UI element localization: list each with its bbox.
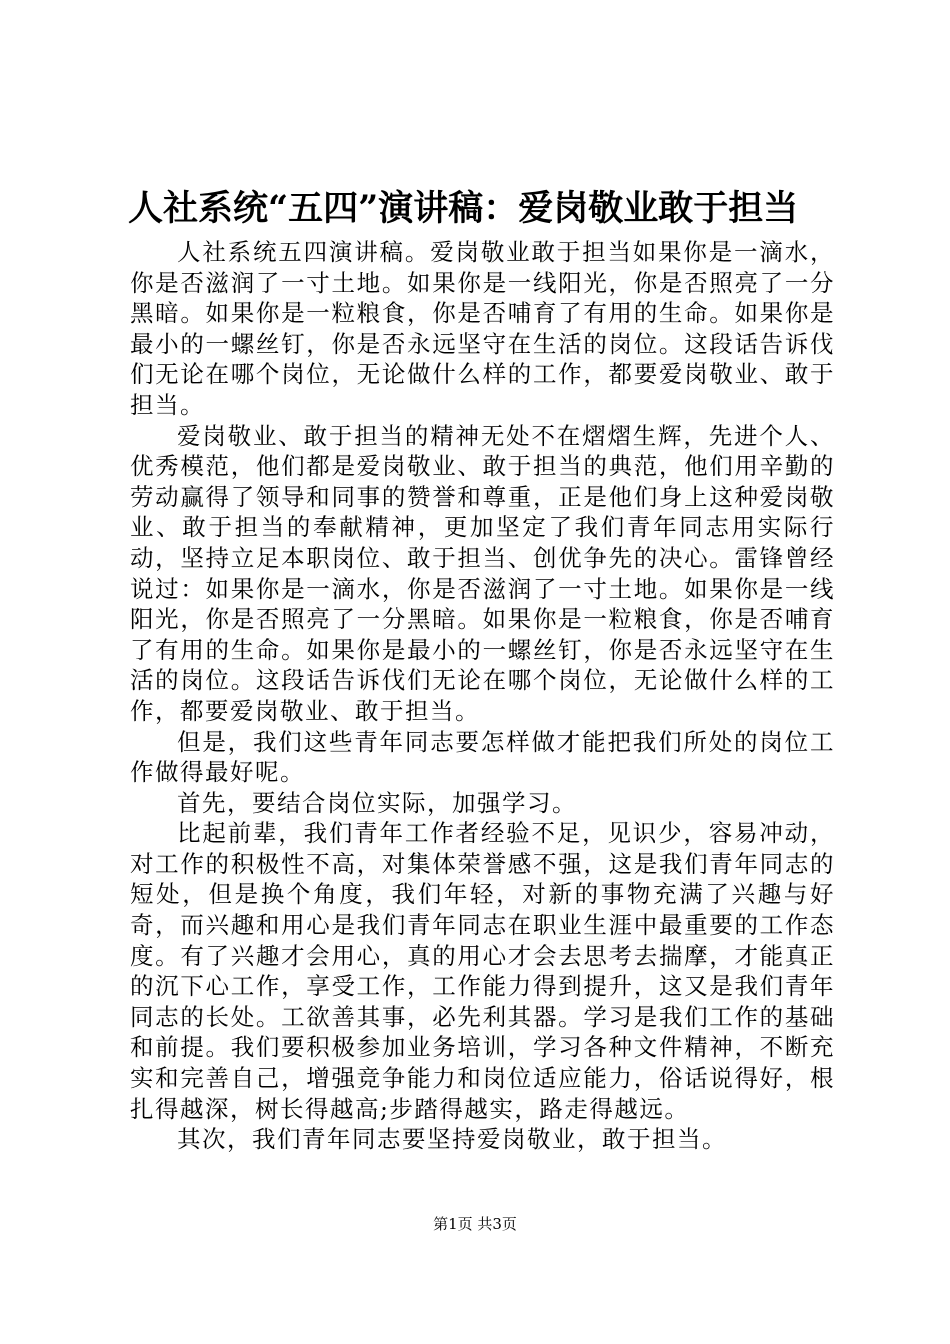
document-body <box>130 237 835 1155</box>
page-number-footer: 第1页 共3页 <box>433 1215 517 1233</box>
paragraph-3: 但是，我们这些青年同志要怎样做才能把我们所处的岗位工作做得最好呢。 <box>130 727 835 787</box>
paragraph-5: 比起前辈，我们青年工作者经验不足，见识少，容易冲动，对工作的积极性不高，对集体荣誉感不强，这是我们青年同志的短处，但是换个角度，我们年轻，对新的事物充满了兴趣与好奇，而兴趣和用心是我们青年同志在职业生涯中最重要的工作态度。有了兴趣才会用心，真的用心才会去思考去揣摩，才能真正的沉下心工作，享受工作，工作能力得到提升，这又是我们青年同志的长处。工欲善其事，必先利其器。学习是我们工作的基础和前提。我们要积极参加业务培训，学习各种文件精神，不断充实和完善自己，增强竞争能力和岗位适应能力，俗话说得好，根扎得越深，树长得越高;步踏得越实，路走得越远。 <box>130 819 835 1123</box>
paragraph-4: 首先，要结合岗位实际，加强学习。 <box>177 788 577 817</box>
paragraph-1: 人社系统五四演讲稿。爱岗敬业敢于担当如果你是一滴水，你是否滋润了一寸土地。如果你是一线阳光，你是否照亮了一分黑暗。如果你是一粒粮食，你是否哺育了有用的生命。如果你是最小的一螺丝钉，你是否永远坚守在生活的岗位。这段话告诉伐们无论在哪个岗位，无论做什么样的工作，都要爱岗敬业、敢于担当。 <box>130 238 835 419</box>
paragraph-6: 其次，我们青年同志要坚持爱岗敬业，敢于担当。 <box>177 1125 727 1154</box>
document-title: 人社系统“五四”演讲稿：爱岗敬业敢于担当 <box>128 188 799 229</box>
paragraph-2: 爱岗敬业、敢于担当的精神无处不在熠熠生辉，先进个人、优秀模范，他们都是爱岗敬业、敢于担当的典范，他们用辛勤的劳动赢得了领导和同事的赞誉和尊重，正是他们身上这种爱岗敬业、敢于担当的奉献精神，更加坚定了我们青年同志用实际行动，坚持立足本职岗位、敢于担当、创优争先的决心。雷锋曾经说过：如果你是一滴水，你是否滋润了一寸土地。如果你是一线阳光，你是否照亮了一分黑暗。如果你是一粒粮食，你是否哺育了有用的生命。如果你是最小的一螺丝钉，你是否永远坚守在生活的岗位。这段话告诉伐们无论在哪个岗位，无论做什么样的工作，都要爱岗敬业、敢于担当。 <box>130 421 835 725</box>
